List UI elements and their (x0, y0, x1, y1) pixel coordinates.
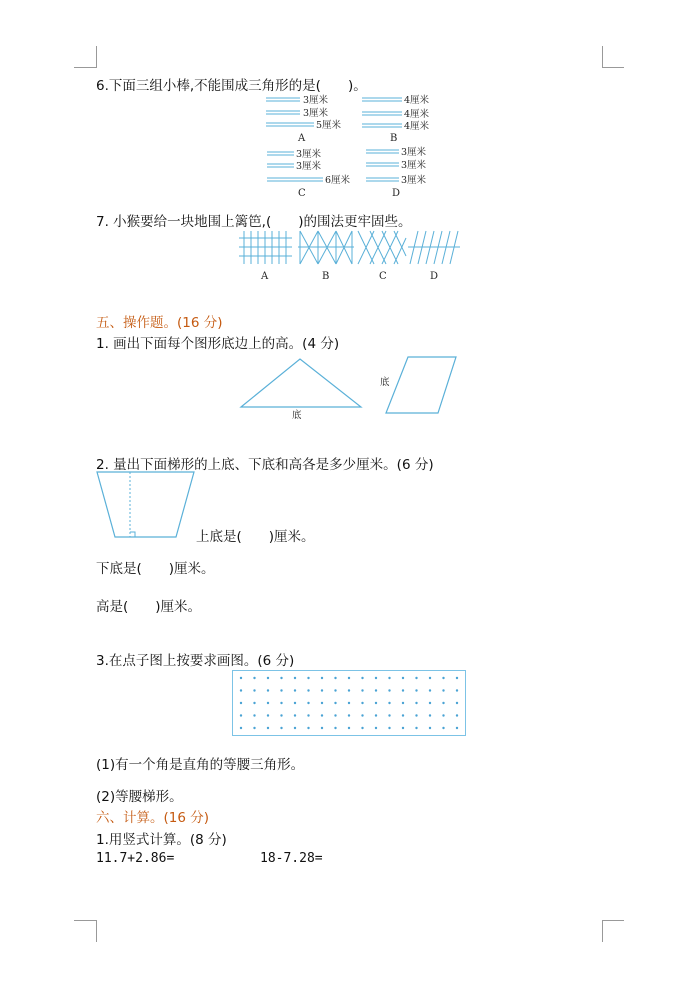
grid-dot[interactable] (240, 689, 242, 691)
grid-dot[interactable] (253, 689, 255, 691)
grid-dot[interactable] (442, 702, 444, 704)
op-question-3-item-1: (1)有一个角是直角的等腰三角形。 (96, 757, 305, 773)
grid-dot[interactable] (240, 702, 242, 704)
grid-dot[interactable] (402, 677, 404, 679)
grid-dot[interactable] (442, 714, 444, 716)
crop-mark-bl-h (74, 920, 96, 921)
grid-dot[interactable] (415, 677, 417, 679)
group-d-letter: D (392, 188, 401, 199)
group-a-letter: A (298, 133, 306, 144)
grid-dot[interactable] (307, 727, 309, 729)
grid-dot[interactable] (388, 689, 390, 691)
crop-mark-tr-v (602, 46, 603, 68)
grid-dot[interactable] (429, 677, 431, 679)
grid-dot[interactable] (280, 714, 282, 716)
grid-dot[interactable] (402, 702, 404, 704)
grid-dot[interactable] (402, 727, 404, 729)
fence-d-letter: D (430, 271, 439, 282)
grid-dot[interactable] (415, 727, 417, 729)
crop-mark-br-v (602, 920, 603, 942)
height-blank[interactable]: 高是( )厘米。 (96, 599, 202, 615)
grid-dot[interactable] (253, 702, 255, 704)
grid-dot[interactable] (415, 714, 417, 716)
stick-b2-label: 4厘米 (404, 109, 430, 120)
grid-dot[interactable] (240, 677, 242, 679)
section-5-title: 五、操作题。(16 分) (96, 315, 223, 331)
group-c-letter: C (298, 188, 306, 199)
grid-dot[interactable] (280, 677, 282, 679)
grid-dot[interactable] (294, 677, 296, 679)
grid-dot[interactable] (321, 702, 323, 704)
stick-a3-label: 5厘米 (316, 120, 342, 131)
grid-dot[interactable] (429, 714, 431, 716)
stick-d3-label: 3厘米 (401, 175, 427, 186)
grid-dot[interactable] (294, 689, 296, 691)
op-question-3-item-2: (2)等腰梯形。 (96, 789, 183, 805)
stick-a1-label: 3厘米 (303, 95, 329, 106)
grid-dot[interactable] (361, 689, 363, 691)
grid-dot[interactable] (361, 727, 363, 729)
grid-dot[interactable] (253, 677, 255, 679)
grid-dot[interactable] (388, 714, 390, 716)
grid-dot[interactable] (307, 677, 309, 679)
grid-dot[interactable] (307, 689, 309, 691)
grid-dot[interactable] (348, 689, 350, 691)
grid-dot[interactable] (442, 727, 444, 729)
grid-dot[interactable] (429, 689, 431, 691)
question-7-text: 7. 小猴要给一块地围上篱笆,( )的围法更牢固些。 (96, 214, 412, 230)
grid-dot[interactable] (388, 727, 390, 729)
fence-patterns-figure (236, 228, 461, 283)
upper-base-blank[interactable]: 上底是( )厘米。 (196, 529, 315, 545)
grid-dot[interactable] (267, 727, 269, 729)
grid-dot[interactable] (267, 702, 269, 704)
grid-dot[interactable] (361, 714, 363, 716)
triangle-base-label: 底 (292, 410, 302, 421)
parallelogram-figure (376, 355, 466, 417)
stick-d2-label: 3厘米 (401, 160, 427, 171)
stick-b3-label: 4厘米 (404, 121, 430, 132)
grid-dot[interactable] (456, 714, 458, 716)
grid-dot[interactable] (334, 677, 336, 679)
grid-dot[interactable] (280, 702, 282, 704)
grid-dot[interactable] (334, 714, 336, 716)
grid-dot[interactable] (253, 714, 255, 716)
stick-a2-label: 3厘米 (303, 108, 329, 119)
grid-dot[interactable] (240, 727, 242, 729)
grid-dot[interactable] (375, 727, 377, 729)
grid-dot[interactable] (361, 677, 363, 679)
grid-dot[interactable] (334, 727, 336, 729)
grid-dot[interactable] (321, 689, 323, 691)
lower-base-blank[interactable]: 下底是( )厘米。 (96, 561, 215, 577)
triangle-figure (238, 356, 363, 421)
section-6-title: 六、计算。(16 分) (96, 810, 210, 826)
grid-dot[interactable] (240, 714, 242, 716)
grid-dot[interactable] (294, 702, 296, 704)
stick-groups-figure (262, 92, 462, 197)
grid-dot[interactable] (294, 714, 296, 716)
op-question-2-text: 2. 量出下面梯形的上底、下底和高各是多少厘米。(6 分) (96, 457, 434, 473)
grid-dot[interactable] (361, 702, 363, 704)
grid-dot[interactable] (334, 689, 336, 691)
grid-dot[interactable] (334, 702, 336, 704)
grid-dot[interactable] (402, 714, 404, 716)
grid-dot[interactable] (415, 689, 417, 691)
parallelogram-base-label: 底 (380, 377, 390, 388)
grid-dot[interactable] (402, 689, 404, 691)
grid-dot[interactable] (348, 714, 350, 716)
grid-dot[interactable] (267, 714, 269, 716)
grid-dot[interactable] (429, 702, 431, 704)
crop-mark-br-h (602, 920, 624, 921)
grid-dot[interactable] (456, 727, 458, 729)
stick-c1-label: 3厘米 (296, 149, 322, 160)
stick-c3-label: 6厘米 (325, 175, 351, 186)
crop-mark-bl-v (96, 920, 97, 942)
trapezoid-figure (94, 470, 196, 540)
question-6-text: 6.下面三组小棒,不能围成三角形的是( )。 (96, 78, 367, 94)
grid-dot[interactable] (442, 677, 444, 679)
stick-d1-label: 3厘米 (401, 147, 427, 158)
grid-dot[interactable] (321, 677, 323, 679)
fence-a-letter: A (261, 271, 269, 282)
grid-dot[interactable] (388, 677, 390, 679)
grid-dot[interactable] (267, 689, 269, 691)
calc-expression-2: 18-7.28= (260, 851, 323, 866)
grid-dot[interactable] (415, 702, 417, 704)
grid-dot[interactable] (307, 702, 309, 704)
calc-expression-1: 11.7+2.86= (96, 851, 175, 866)
grid-dot[interactable] (456, 689, 458, 691)
crop-mark-tl-v (96, 46, 97, 68)
crop-mark-tr-h (602, 67, 624, 68)
grid-dot[interactable] (321, 714, 323, 716)
grid-dot[interactable] (253, 727, 255, 729)
grid-dot[interactable] (321, 727, 323, 729)
fence-b-letter: B (322, 271, 330, 282)
grid-dot[interactable] (267, 677, 269, 679)
grid-dot[interactable] (294, 727, 296, 729)
grid-dot[interactable] (375, 702, 377, 704)
grid-dot[interactable] (375, 689, 377, 691)
grid-dot[interactable] (442, 689, 444, 691)
grid-dot[interactable] (456, 677, 458, 679)
stick-b1-label: 4厘米 (404, 95, 430, 106)
grid-dot[interactable] (375, 714, 377, 716)
grid-dot[interactable] (307, 714, 309, 716)
grid-dot[interactable] (429, 727, 431, 729)
fence-c-letter: C (379, 271, 387, 282)
grid-dot[interactable] (348, 727, 350, 729)
grid-dot[interactable] (375, 677, 377, 679)
dot-grid[interactable] (232, 670, 466, 736)
crop-mark-tl-h (74, 67, 96, 68)
grid-dot[interactable] (280, 689, 282, 691)
op-question-3-text: 3.在点子图上按要求画图。(6 分) (96, 653, 295, 669)
grid-dot[interactable] (388, 702, 390, 704)
group-b-letter: B (390, 133, 398, 144)
grid-dot[interactable] (348, 677, 350, 679)
grid-dot[interactable] (456, 702, 458, 704)
op-question-1-text: 1. 画出下面每个图形底边上的高。(4 分) (96, 336, 340, 352)
grid-dot[interactable] (280, 727, 282, 729)
grid-dot[interactable] (348, 702, 350, 704)
calc-question-1-text: 1.用竖式计算。(8 分) (96, 832, 227, 848)
stick-c2-label: 3厘米 (296, 161, 322, 172)
